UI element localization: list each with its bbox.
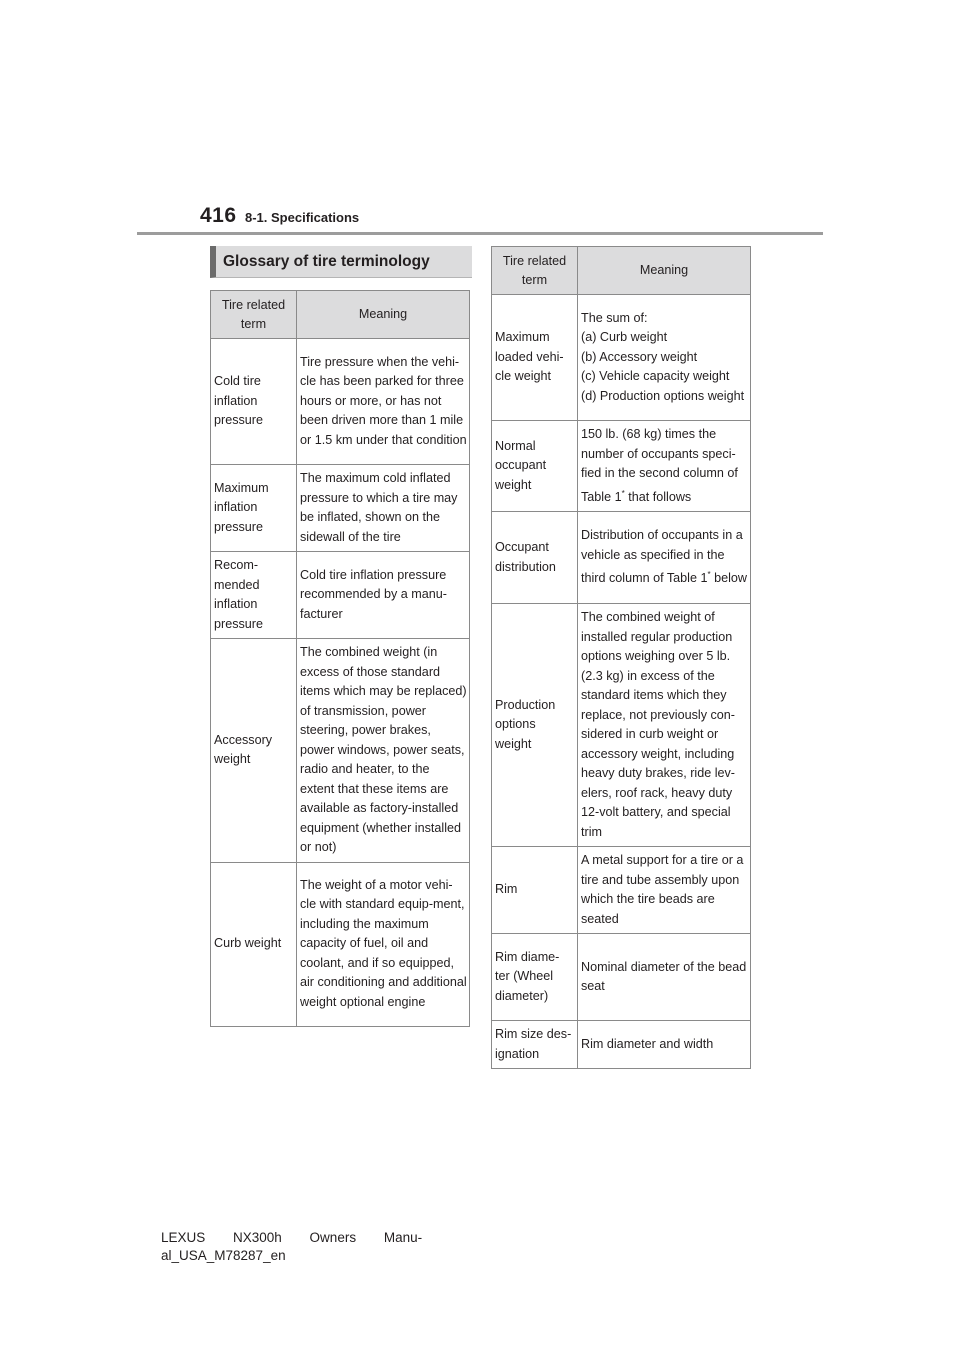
section-title: 8-1. Specifications [245,210,360,225]
glossary-table-left [210,290,470,1027]
column-header-meaning: Meaning [578,247,751,295]
term-cell: Accessory weight [211,639,297,863]
meaning-cell: The combined weight of installed regular production options weighing over 5 lb. (2.3 kg) in excess of the standard items which they replace, not previously con-sidered in curb weight or accessory weight, including heavy duty brakes, ride lev-elers, roof rack, heavy duty 12-volt battery, and special trim [578,604,751,847]
footer-line-1: LEXUS NX300h Owners Manu- [161,1230,423,1245]
meaning-cell [578,295,751,421]
column-header-meaning: Meaning [297,291,470,339]
table-row [211,639,470,863]
meaning-cell: A metal support for a tire or a tire and tube assembly upon which the tire beads are seated [578,847,751,934]
meaning-cell: Tire pressure when the vehi-cle has been parked for three hours or more, or has not been driven more than 1 mile or 1.5 km under that condition [297,339,470,465]
table-row [492,604,751,847]
meaning-line: (c) Vehicle capacity weight [581,369,730,384]
term-cell: Cold tire inflation pressure [211,339,297,465]
term-cell: Rim size des-ignation [492,1021,578,1069]
meaning-text: 150 lb. (68 kg) times the number of occupants speci-fied in the second column of Table 1 [581,427,738,504]
meaning-cell: The maximum cold inflated pressure to which a tire may be inflated, shown on the sidewall of the tire [297,465,470,552]
table-header-row [211,291,470,339]
table-row [211,552,470,639]
meaning-line: (d) Production options weight [581,388,745,403]
column-header-term: Tire related term [492,247,578,295]
meaning-text: that follows [624,489,692,504]
table-row [492,512,751,604]
term-cell: Recom-mended inflation pressure [211,552,297,639]
footer [161,1229,461,1265]
meaning-cell: The combined weight (in excess of those standard items which may be replaced) of transmission, power steering, power brakes, power windows, power seats, radio and heater, to the extent that these items are available as factory-installed equipment (whether installed or not) [297,639,470,863]
meaning-cell [578,421,751,512]
term-cell: Rim diame-ter (Wheel diameter) [492,934,578,1021]
meaning-cell: Rim diameter and width [578,1021,751,1069]
table-row [492,847,751,934]
term-cell: Curb weight [211,862,297,1026]
term-cell: Maximum loaded vehi-cle weight [492,295,578,421]
page-number: 416 [200,204,237,227]
meaning-cell: The weight of a motor vehi-cle with standard equip-ment, including the maximum capacity of fuel, oil and coolant, and if so equipped, air conditioning and additional weight optional engine [297,862,470,1026]
glossary-heading: Glossary of tire terminology [210,246,472,278]
term-cell: Production options weight [492,604,578,847]
table-header-row [492,247,751,295]
glossary-table-right [491,246,751,1069]
table-row [211,465,470,552]
term-cell: Occupant distribution [492,512,578,604]
footnote-mark: * [707,570,711,580]
meaning-text: Distribution of occupants in a vehicle as specified in the third column of Table 1 [581,528,743,586]
footer-line-2: al_USA_M78287_en [161,1248,286,1263]
meaning-line: (b) Accessory weight [581,349,698,364]
table-row [492,934,751,1021]
meaning-cell: Nominal diameter of the bead seat [578,934,751,1021]
meaning-cell [578,512,751,604]
term-cell: Maximum inflation pressure [211,465,297,552]
table-row [492,1021,751,1069]
header-divider [137,232,823,235]
table-row [492,295,751,421]
table-row [492,421,751,512]
meaning-line: The sum of: [581,310,648,325]
column-header-term: Tire related term [211,291,297,339]
meaning-text: below [710,571,748,586]
table-row [211,862,470,1026]
term-cell: Normal occupant weight [492,421,578,512]
table-row [211,339,470,465]
meaning-line: (a) Curb weight [581,330,668,345]
meaning-cell: Cold tire inflation pressure recommended by a manu-facturer [297,552,470,639]
term-cell: Rim [492,847,578,934]
footnote-mark: * [621,488,625,498]
